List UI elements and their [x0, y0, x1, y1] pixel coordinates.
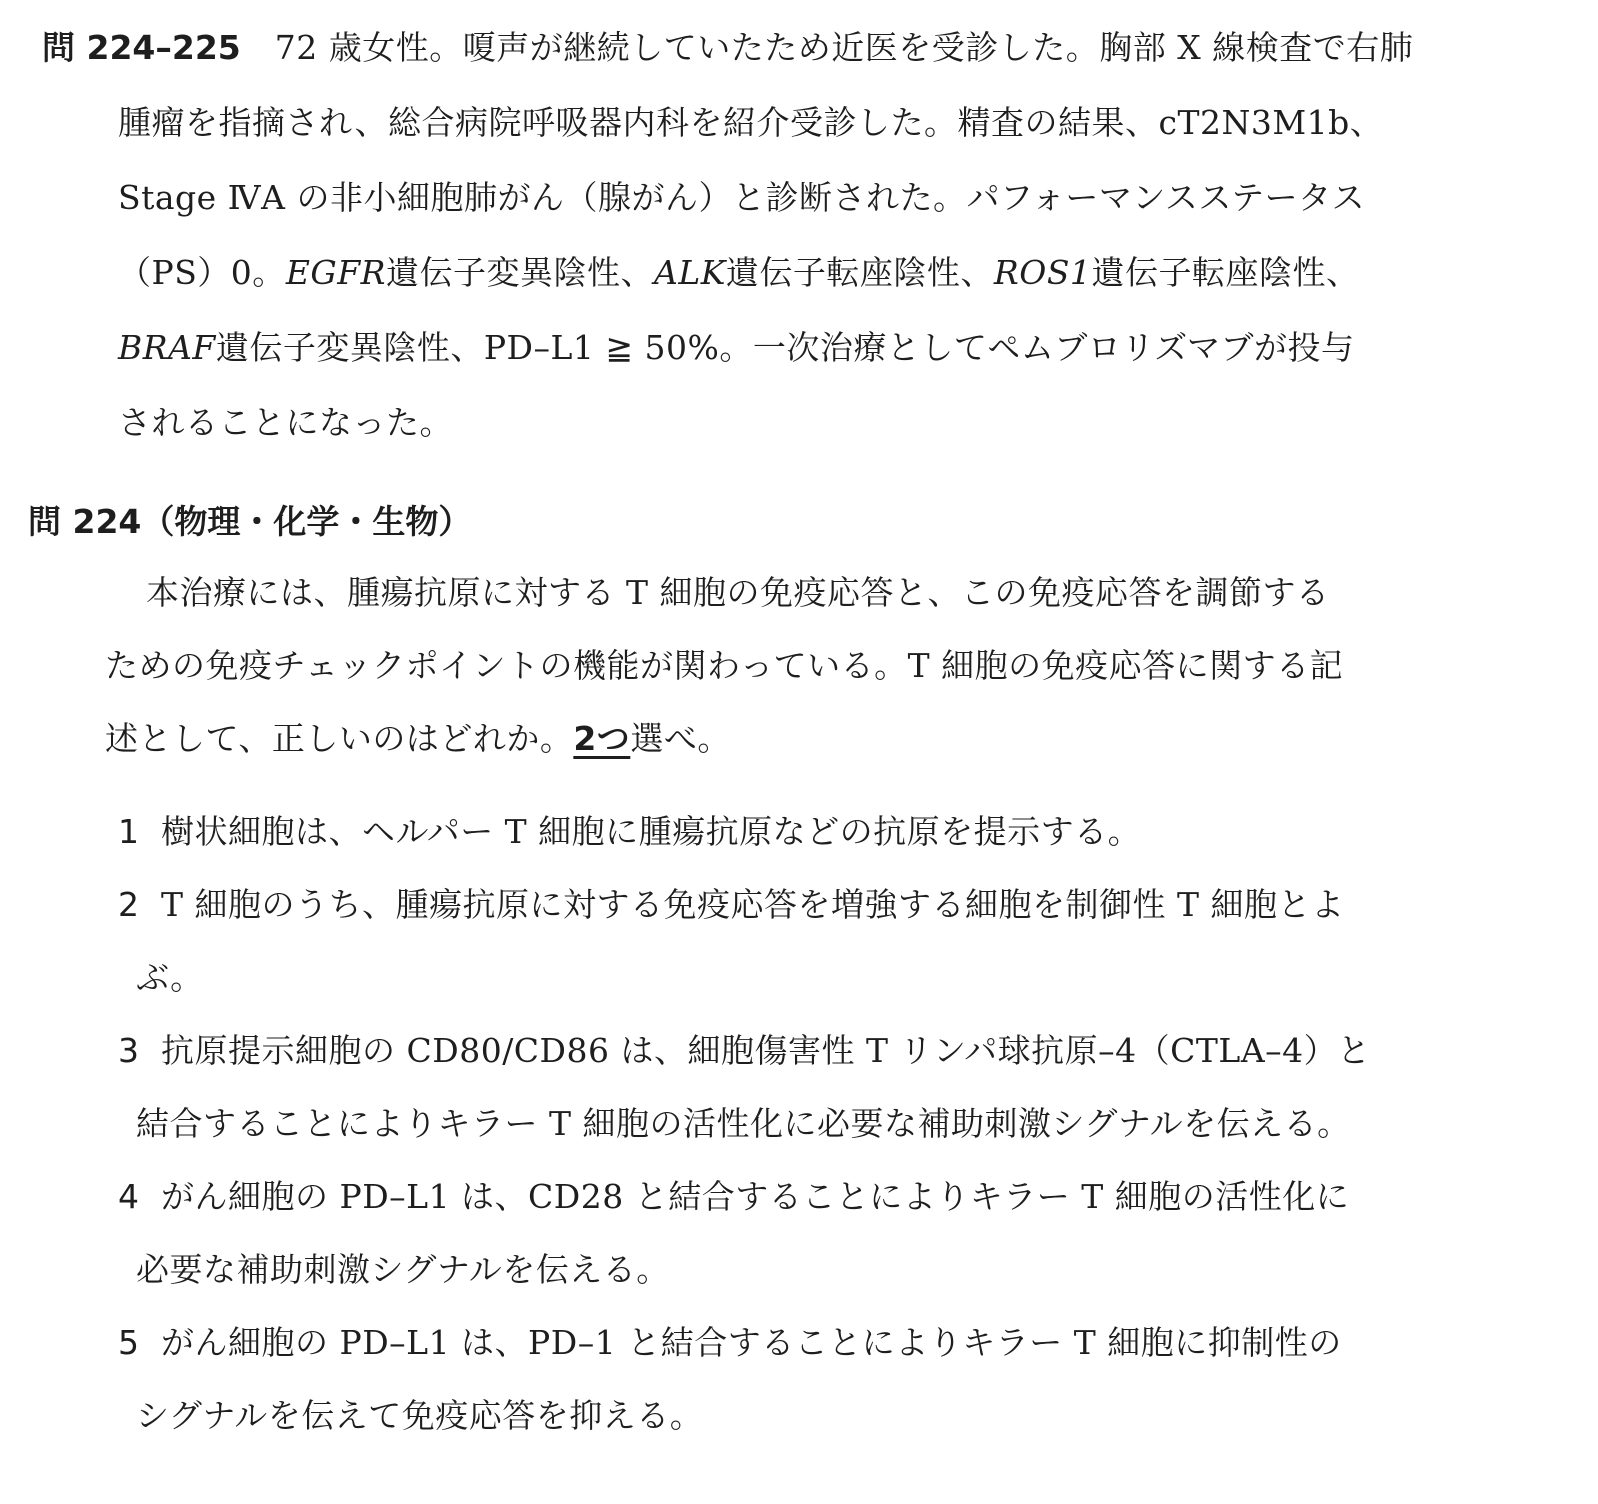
case-text-1: 72 歳女性。嗄声が継続していたため近医を受診した。胸部 X 線検査で右肺 — [274, 28, 1414, 67]
option-number: 2 — [118, 885, 139, 924]
question-line-1 — [146, 573, 1330, 613]
question-id: 問 224 — [28, 502, 142, 541]
choose-suffix: 選べ。 — [630, 719, 731, 758]
option-text: 樹状細胞は、ヘルパー T 細胞に腫瘍抗原などの抗原を提示する。 — [161, 812, 1142, 851]
question-line-3 — [105, 719, 731, 759]
option-5-cont — [136, 1396, 703, 1436]
option-4 — [118, 1177, 1349, 1217]
option-text: シグナルを伝えて免疫応答を抑える。 — [136, 1396, 704, 1435]
question-text-3: 述として、正しいのはどれか。 — [105, 719, 574, 758]
option-2-cont — [136, 958, 204, 998]
case-line-2 — [118, 103, 1383, 143]
option-text: がん細胞の PD–L1 は、CD28 と結合することによりキラー T 細胞の活性化に — [161, 1177, 1350, 1216]
case-line-1 — [42, 28, 1413, 68]
gene-egfr: EGFR — [285, 253, 387, 292]
case-line-4 — [118, 253, 1359, 293]
case-text-3: Stage ⅣA の非小細胞肺がん（腺がん）と診断された。パフォーマンスステータス — [118, 178, 1366, 217]
option-2 — [118, 885, 1345, 925]
question-subject: （物理・化学・生物） — [141, 502, 472, 541]
case-text-4c: 遺伝子転座陰性、 — [725, 253, 994, 292]
option-text: 結合することによりキラー T 細胞の活性化に必要な補助刺激シグナルを伝える。 — [136, 1104, 1351, 1143]
option-3 — [118, 1031, 1371, 1071]
question-line-2 — [105, 646, 1343, 686]
option-text: 抗原提示細胞の CD80/CD86 は、細胞傷害性 T リンパ球抗原–4（CTLA–4）と — [161, 1031, 1371, 1070]
case-text-5: 遺伝子変異陰性、PD–L1 ≧ 50%。一次治療としてペムブロリズマブが投与 — [215, 328, 1355, 367]
gene-ros1: ROS1 — [993, 253, 1092, 292]
question-text-2: ための免疫チェックポイントの機能が関わっている。T 細胞の免疫応答に関する記 — [105, 646, 1344, 685]
gene-alk: ALK — [654, 253, 726, 292]
option-text: T 細胞のうち、腫瘍抗原に対する免疫応答を増強する細胞を制御性 T 細胞とよ — [161, 885, 1345, 924]
option-number: 3 — [118, 1031, 139, 1070]
case-text-4a: （PS）0。 — [118, 253, 286, 292]
case-text-2: 腫瘤を指摘され、総合病院呼吸器内科を紹介受診した。精査の結果、cT2N3M1b、 — [118, 103, 1384, 142]
option-3-cont — [136, 1104, 1351, 1144]
choose-count: 2つ — [573, 719, 631, 758]
option-number: 4 — [118, 1177, 139, 1216]
question-header — [28, 502, 471, 542]
option-text: ぶ。 — [136, 958, 204, 997]
case-text-4d: 遺伝子転座陰性、 — [1091, 253, 1360, 292]
case-text-4b: 遺伝子変異陰性、 — [386, 253, 655, 292]
case-text-6: されることになった。 — [118, 403, 453, 442]
case-line-5 — [118, 328, 1355, 368]
gene-braf: BRAF — [118, 328, 216, 367]
option-1 — [118, 812, 1141, 852]
question-text-1: 本治療には、腫瘍抗原に対する T 細胞の免疫応答と、この免疫応答を調節する — [146, 573, 1330, 612]
option-number: 1 — [118, 812, 139, 851]
case-id: 問 224–225 — [42, 28, 241, 67]
option-text: 必要な補助刺激シグナルを伝える。 — [136, 1250, 670, 1289]
case-line-6 — [118, 403, 453, 443]
option-number: 5 — [118, 1323, 139, 1362]
option-text: がん細胞の PD–L1 は、PD–1 と結合することによりキラー T 細胞に抑制性の — [161, 1323, 1342, 1362]
case-line-3 — [118, 178, 1365, 218]
option-4-cont — [136, 1250, 670, 1290]
option-5 — [118, 1323, 1342, 1363]
